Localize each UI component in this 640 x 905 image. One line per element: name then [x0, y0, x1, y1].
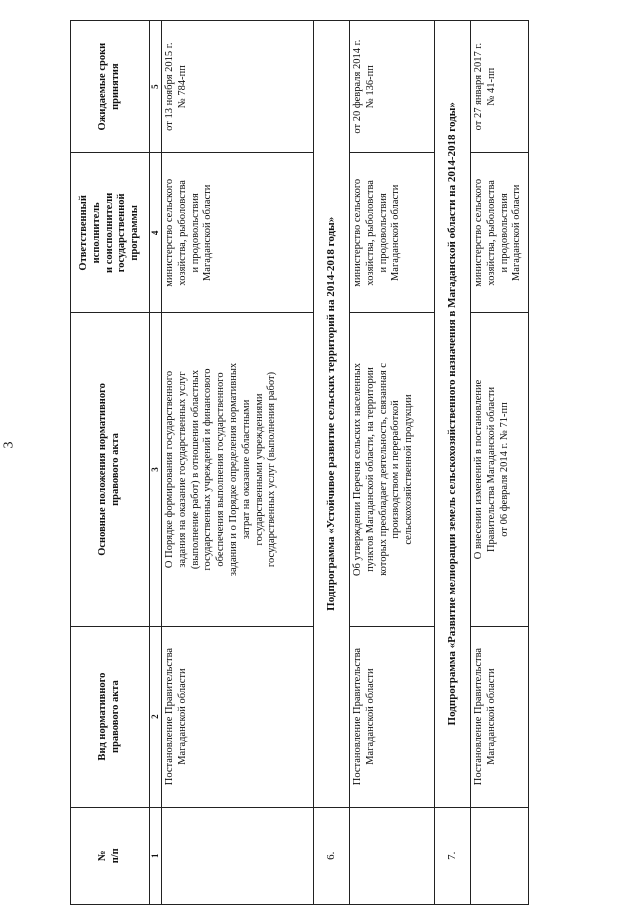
row-number: [162, 807, 314, 904]
column-number: 1: [150, 807, 162, 904]
table-row: [350, 21, 435, 905]
act-provisions: О внесении изменений в постановление Правительства Магаданской области от 06 февраля 2014 г. № 71-пп: [471, 313, 529, 626]
act-type: Постановление Правительства Магаданской области: [162, 626, 314, 807]
act-provisions: Об утверждении Перечня сельских населенных пунктов Магаданской области, на территории которых преобладает деятельность, связанная с производством и переработкой сельскохозяйственной продукции: [350, 313, 435, 626]
act-type: Постановление Правительства Магаданской области: [471, 626, 529, 807]
rotated-table-wrapper: [70, 20, 605, 905]
section-title: Подпрограмма «Развитие мелиорации земель сельскохозяйственного назначения в Магаданской области на 2014-2018 годы»: [435, 21, 471, 808]
normative-acts-table: [70, 20, 529, 905]
table-row: [162, 21, 314, 905]
act-provisions: О Порядке формирования государственного задания на оказание государственных услуг (выполнение работ) в отношении областных государственных учреждений и финансового обеспечения выполнения государственного задания и о Порядке определения нормативных затрат на оказание областными государственными учреждениями государственных услуг (выполнения работ): [162, 313, 314, 626]
header-row: [71, 21, 150, 905]
act-type: Постановление Правительства Магаданской области: [350, 626, 435, 807]
deadline: от 20 февраля 2014 г. № 136-пп: [350, 21, 435, 153]
column-number: 5: [150, 21, 162, 153]
column-number: 3: [150, 313, 162, 626]
deadline: от 27 января 2017 г. № 41-пп: [471, 21, 529, 153]
column-number: 4: [150, 153, 162, 313]
column-number: 2: [150, 626, 162, 807]
section-row: [435, 21, 471, 905]
executor: министерство сельского хозяйства, рыболовства и продовольствия Магаданской области: [350, 153, 435, 313]
page-number: 3: [1, 441, 17, 449]
executor: министерство сельского хозяйства, рыболовства и продовольствия Магаданской области: [162, 153, 314, 313]
section-number: 7.: [435, 807, 471, 904]
header-act-type: Вид нормативного правового акта: [71, 626, 150, 807]
row-number: [471, 807, 529, 904]
section-number: 6.: [314, 807, 350, 904]
section-title: Подпрограмма «Устойчивое развитие сельских территорий на 2014-2018 годы»: [314, 21, 350, 808]
header-executor: Ответственный исполнитель и соисполнители государственной программы: [71, 153, 150, 313]
column-number-row: [150, 21, 162, 905]
table-row: [471, 21, 529, 905]
row-number: [350, 807, 435, 904]
section-row: [314, 21, 350, 905]
header-provisions: Основные положения нормативного правового акта: [71, 313, 150, 626]
executor: министерство сельского хозяйства, рыболовства и продовольствия Магаданской области: [471, 153, 529, 313]
header-deadline: Ожидаемые сроки принятия: [71, 21, 150, 153]
header-no: № п/п: [71, 807, 150, 904]
deadline: от 13 ноября 2015 г. № 784-пп: [162, 21, 314, 153]
